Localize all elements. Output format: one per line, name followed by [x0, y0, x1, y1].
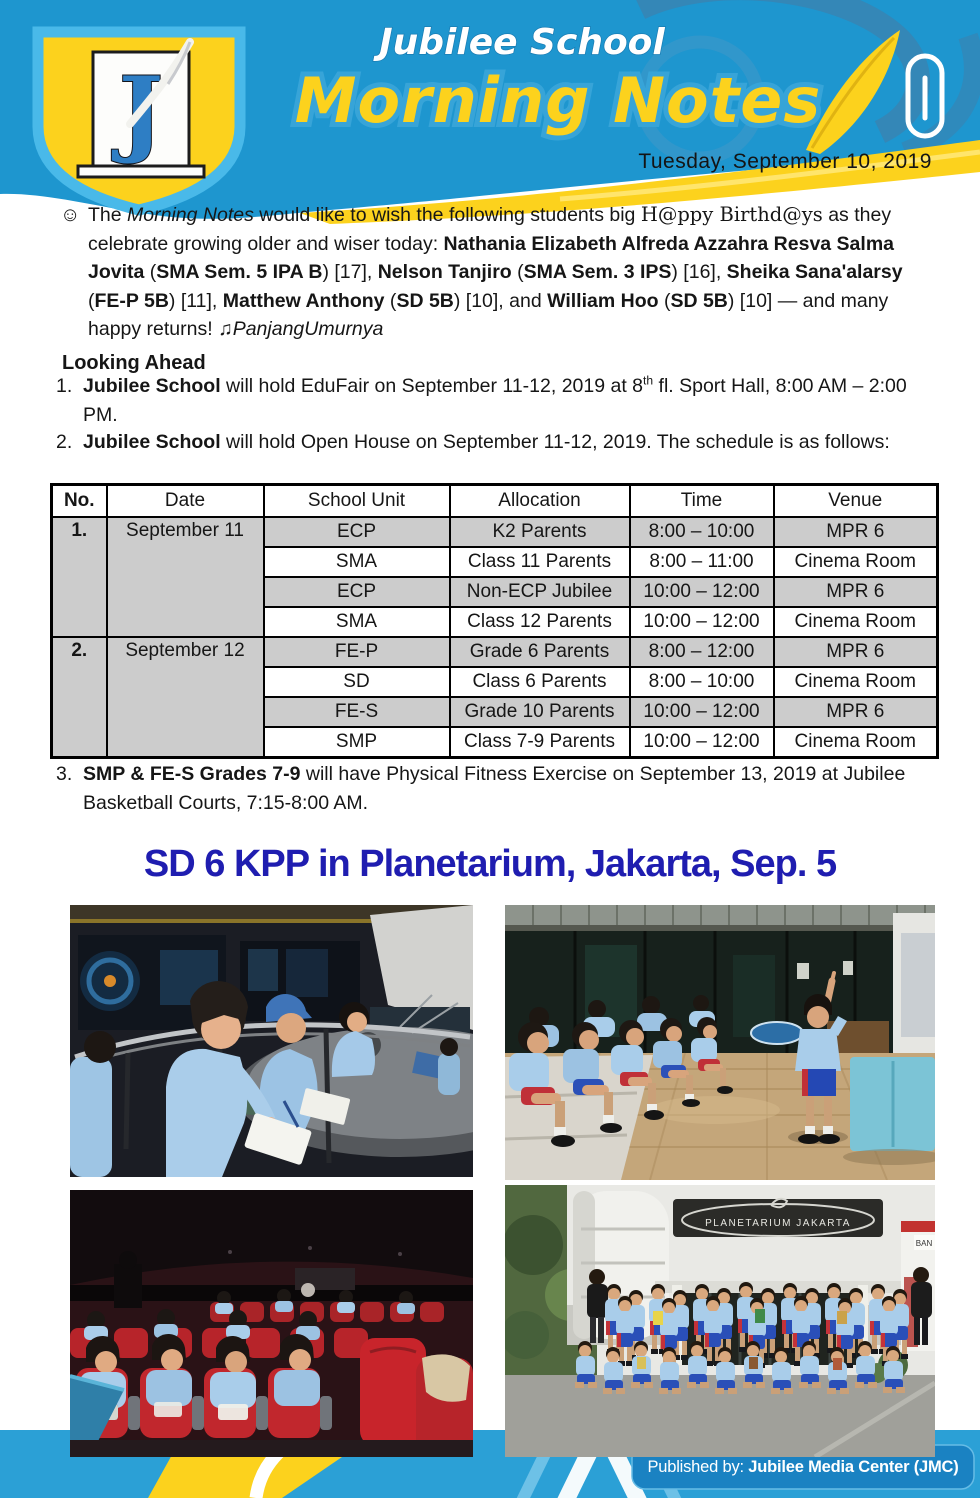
item-text: Jubilee School will hold EduFair on September 11-12, 2019 at 8th fl. Sport Hall, 8:00 AM – 2:00 PM. [83, 373, 907, 426]
schedule-cell: 10:00 – 12:00 [630, 577, 774, 607]
schedule-cell: MPR 6 [774, 577, 938, 607]
schedule-cell: ECP [264, 577, 450, 607]
birthday-text: The Morning Notes would like to wish the following students big H@ppy Birthd@ys as they celebrate growing older and wiser today: Nathania Elizabeth Alfreda Azzahra Resva Salma Jovita (SMA Sem. 5 IPA B) [17], Nelson Tanjiro (SMA Sem. 3 IPS) [16], Sheika Sana'alarsy (FE-P 5B) [11], Matthew Anthony (SD 5B) [10], and William Hoo (SD 5B) [10] — and many happy returns! ♫PanjangUmurnya [88, 203, 903, 340]
photo-theater-seats [70, 1190, 473, 1457]
school-logo-shield [38, 32, 240, 210]
schedule-cell: K2 Parents [450, 517, 630, 547]
photo-museum-exhibit [70, 905, 473, 1177]
schedule-cell: Cinema Room [774, 667, 938, 697]
publisher-name: Jubilee Media Center (JMC) [748, 1458, 959, 1476]
schedule-header-row [52, 485, 938, 518]
schedule-cell: FE-P [264, 637, 450, 667]
schedule-cell: 10:00 – 12:00 [630, 607, 774, 637]
looking-ahead-item-1 [56, 372, 928, 429]
looking-ahead-item-2 [56, 428, 928, 457]
table-row [52, 637, 938, 667]
item-text: SMP & FE-S Grades 7-9 will have Physical Fitness Exercise on September 13, 2019 at Jubilee Basketball Courts, 7:15-8:00 AM. [83, 763, 906, 814]
schedule-cell: Class 12 Parents [450, 607, 630, 637]
group-date-cell: September 11 [107, 517, 264, 637]
schedule-cell: SMP [264, 727, 450, 758]
schedule-cell: 8:00 – 10:00 [630, 517, 774, 547]
gallery-title: SD 6 KPP in Planetarium, Jakarta, Sep. 5 [143, 843, 837, 885]
schedule-cell: 10:00 – 12:00 [630, 727, 774, 758]
schedule-cell: 8:00 – 10:00 [630, 667, 774, 697]
column-header: School Unit [264, 485, 450, 518]
schedule-cell: Cinema Room [774, 607, 938, 637]
birthday-announcement [60, 201, 928, 344]
table-row [52, 517, 938, 547]
schedule-cell: MPR 6 [774, 637, 938, 667]
schedule-cell: SMA [264, 607, 450, 637]
column-header: Time [630, 485, 774, 518]
schedule-cell: Grade 6 Parents [450, 637, 630, 667]
schedule-cell: Class 7-9 Parents [450, 727, 630, 758]
column-header: Allocation [450, 485, 630, 518]
schedule-table [50, 483, 939, 759]
column-header: No. [52, 485, 107, 518]
looking-ahead-item-3 [56, 760, 928, 817]
photo-group-building [505, 1185, 935, 1457]
schedule-cell: FE-S [264, 697, 450, 727]
photo-lobby-presentation [505, 905, 935, 1180]
school-name: Jubilee School [379, 22, 665, 63]
schedule-cell: Non-ECP Jubilee [450, 577, 630, 607]
column-header: Venue [774, 485, 938, 518]
schedule-cell: MPR 6 [774, 517, 938, 547]
bank-sign-text: BAN [915, 1239, 933, 1248]
schedule-cell: MPR 6 [774, 697, 938, 727]
schedule-cell: Class 6 Parents [450, 667, 630, 697]
schedule-cell: Grade 10 Parents [450, 697, 630, 727]
looking-ahead-heading: Looking Ahead [62, 352, 206, 374]
logo-letter-j: J [118, 57, 164, 167]
schedule-cell: 10:00 – 12:00 [630, 697, 774, 727]
item-number: 1. [56, 375, 73, 397]
schedule-cell: SD [264, 667, 450, 697]
publisher-prefix: Published by: [647, 1458, 749, 1476]
schedule-cell: ECP [264, 517, 450, 547]
group-date-cell: September 12 [107, 637, 264, 758]
header-banner [0, 0, 980, 228]
item-number: 3. [56, 763, 73, 785]
issue-date: Tuesday, September 10, 2019 [638, 150, 932, 173]
item-number: 2. [56, 431, 73, 453]
schedule-cell: Class 11 Parents [450, 547, 630, 577]
group-number-cell: 2. [52, 637, 107, 758]
item-text: Jubilee School will hold Open House on September 11-12, 2019. The schedule is as follows: [83, 431, 890, 453]
column-header: Date [107, 485, 264, 518]
schedule-cell: 8:00 – 11:00 [630, 547, 774, 577]
schedule-cell: SMA [264, 547, 450, 577]
smiley-bullet: ☺ [60, 204, 81, 226]
newsletter-title: Morning Notes [294, 64, 822, 137]
planetarium-sign-text: PLANETARIUM JAKARTA [705, 1218, 851, 1229]
schedule-cell: Cinema Room [774, 727, 938, 758]
schedule-cell: Cinema Room [774, 547, 938, 577]
group-number-cell: 1. [52, 517, 107, 637]
schedule-cell: 8:00 – 12:00 [630, 637, 774, 667]
